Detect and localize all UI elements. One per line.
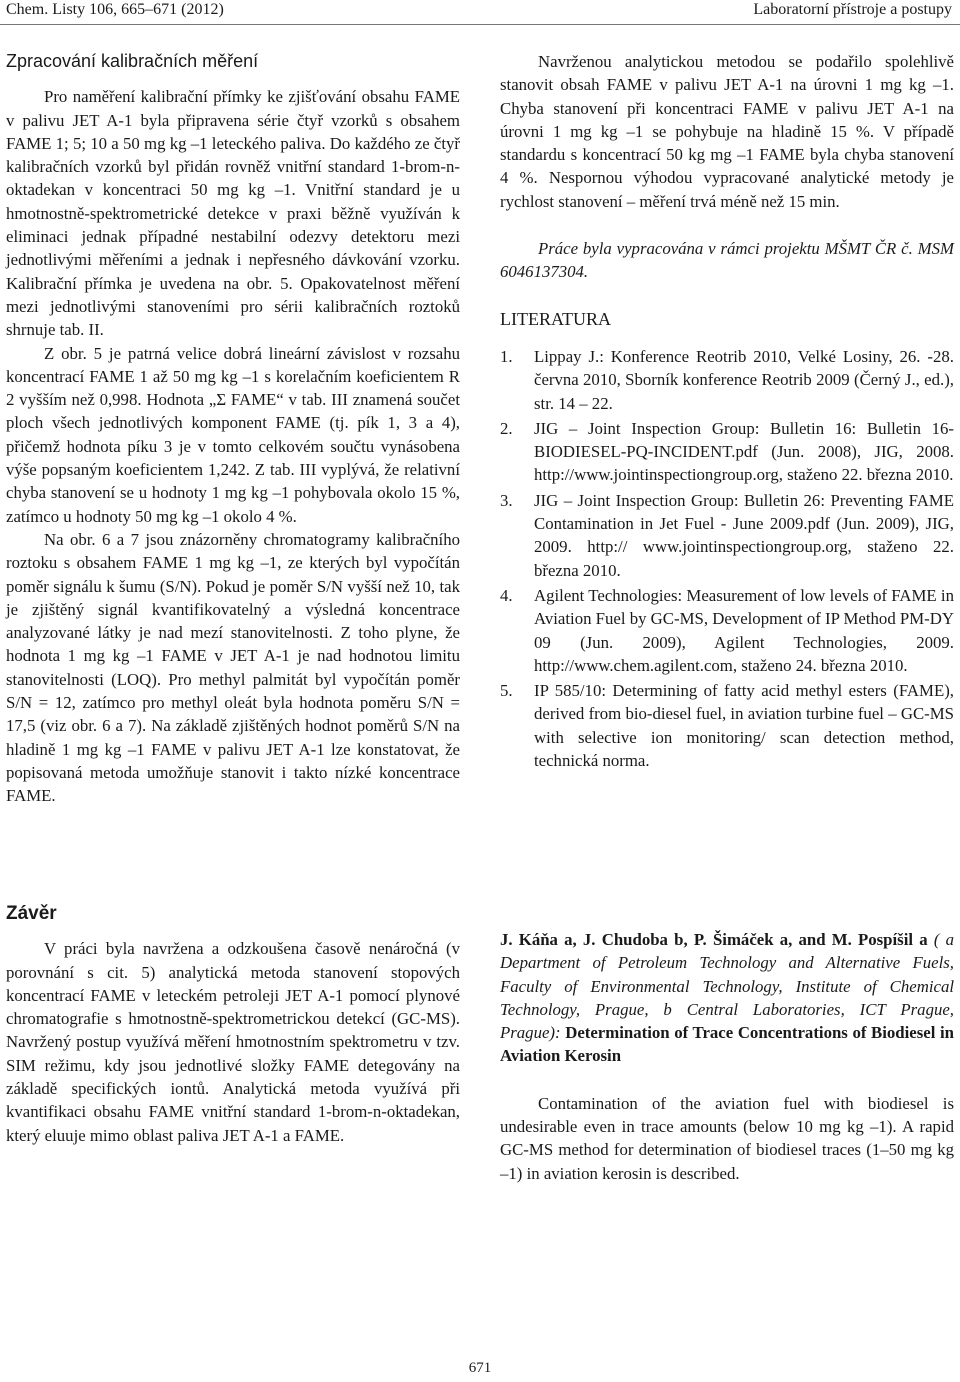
reference-item <box>500 584 954 677</box>
reference-number: 5. <box>500 681 513 701</box>
reference-text: JIG – Joint Inspection Group: Bulletin 16: Bulletin 16-BIODIESEL-PQ-INCIDENT.pdf (Jun. 2008), JIG, 2008. http://www.jointinspectiongroup.org, staženo 22. března 2010. <box>534 418 954 485</box>
section-heading-conclusion: Závěr <box>6 903 57 924</box>
reference-item <box>500 679 954 772</box>
reference-number: 4. <box>500 585 513 605</box>
left-column-upper <box>6 50 460 808</box>
reference-text: IP 585/10: Determining of fatty acid methyl esters (FAME), derived from bio-diesel fuel, in aviation turbine fuel – GC-MS with selective ion monitoring/ scan detection method, technická norma. <box>534 681 954 771</box>
acknowledgement <box>500 237 954 284</box>
section-title: Laboratorní přístroje a postupy <box>753 1 952 18</box>
english-title: Determination of Trace Concentrations of Biodiesel in Aviation Kerosin <box>500 1023 954 1066</box>
paragraph: Navrženou analytickou metodou se podařilo spolehlivě stanovit obsah FAME v palivu JET A-1 na úrovni 1 mg kg –1. Chyba stanovení při koncentraci FAME v palivu JET A-1 na úrovni 1 mg kg –1 se pohybuje na hladině 15 %. V případě standardu s koncentrací 50 kg mg –1 FAME byla chyba stanovení 4 %. Nespornou výhodou vypracované analytické metody je rychlost stanovení – měření trvá méně než 15 min. <box>500 52 954 211</box>
affiliations: ( a Department of Petroleum Technology and Alternative Fuels, Faculty of Environmental Technology, Institute of Chemical Technology, Prague, b Central Laboratories, ICT Prague, Prague): <box>500 930 954 1043</box>
reference-item <box>500 417 954 487</box>
paragraph: Na obr. 6 a 7 jsou znázorněny chromatogramy kalibračního roztoku s obsahem FAME 1 mg kg –1, ze kterých byl vypočítán poměr signálu k šumu (S/N). Pokud je poměr S/N vyšší než 10, tak je zjištěný signál kvantifikovatelný a výsledná koncentrace analyzované látky je nad mezí stanovitelnosti. Z toho plyne, že hodnota 1 mg kg –1 FAME v JET A-1 je nad hodnotou limitu stanovitelnosti (LOQ). Pro methyl palmitát byl vypočítán poměr S/N = 12, zatímco pro methyl oleát byla hodnota poměru S/N = 17,5 (viz obr. 6 a 7). Na základě zjištěných hodnot poměrů S/N na hladině 1 mg kg –1 FAME v palivu JET A-1 lze konstatovat, že popisovaná metoda umožňuje stanovit i takto nízké koncentrace FAME. <box>6 529 460 806</box>
references-heading: LITERATURA <box>500 308 611 329</box>
running-header <box>0 0 960 24</box>
header-rule <box>0 24 960 25</box>
paragraph: Pro naměření kalibrační přímky ke zjišťování obsahu FAME v palivu JET A-1 byla připravena série čtyř vzorků s obsahem FAME 1; 5; 10 a 50 mg kg –1 leteckého paliva. Do každého ze čtyř kalibračních vzorků byl přidán rovněž vnitřní standard 1-brom-n-oktadekan v koncentraci 50 mg kg –1. Vnitřní standard je u hmotnostně-spektrometrické detekce v praxi běžně využíván k eliminaci jednak případné nestabilní odezvy detektoru mezi jednotlivými měřeními a jednak i nepřesného dávkování vzorku. Kalibrační přímka je uvedena na obr. 5. Opakovatelnost měření mezi jednotlivými stanoveními pro sérii kalibračních roztoků shrnuje tab. II. <box>6 87 460 340</box>
reference-item <box>500 345 954 415</box>
paragraph: Z obr. 5 je patrná velice dobrá lineární závislost v rozsahu koncentrací FAME 1 až 50 mg kg –1 s korelačním koeficientem R 2 vyšším než 0,998. Hodnota „Σ FAME“ v tab. III znamená součet ploch všech jednotlivých komponent FAME (tj. pík 1, 3 a 4), přičemž hodnota píku 3 je v tomto celkovém součtu vynásobena výše popsaným koeficientem 1,242. Z tab. III vyplývá, že relativní chyba stanovení se u hodnoty 1 mg kg –1 pohybovala okolo 15 %, zatímco u hodnoty 50 mg kg –1 okolo 4 %. <box>6 343 460 526</box>
abstract: Contamination of the aviation fuel with biodiesel is undesirable even in trace amounts (below 10 mg kg –1). A rapid GC-MS method for determination of biodiesel traces (1–50 mg kg –1) in aviation kerosin is described. <box>500 1093 954 1183</box>
right-column-abstract <box>500 928 954 1185</box>
reference-text: JIG – Joint Inspection Group: Bulletin 26: Preventing FAME Contamination in Jet Fuel - June 2009.pdf (Jun. 2009), JIG, 2009. http:// www.jointinspectiongroup.org, staženo 22. března 2010. <box>534 490 954 580</box>
left-column-conclusion <box>6 902 460 1147</box>
acknowledgement-text: Práce byla vypracována v rámci projektu MŠMT ČR č. MSM 6046137304. <box>500 239 954 282</box>
reference-list <box>500 345 954 772</box>
right-column-upper <box>500 50 954 774</box>
reference-number: 3. <box>500 490 513 510</box>
paragraph: V práci byla navržena a odzkoušena časově nenáročná (v porovnání s cit. 5) analytická metoda stanovení stopových koncentrací FAME v leteckém petroleji JET A-1 pomocí plynové chromatografie s hmotnostně-spektrometrickou detekcí (GC-MS). Navržený postup využívá měření hmotnostním spektrometru v tzv. SIM režimu, kdy jsou jednotlivé složky FAME detegovány na základě specifických iontů. Analytická metoda využívá při kvantifikaci obsahu FAME vnitřní standard 1-brom-n-oktadekan, který eluuje mimo oblast paliva JET A-1 a FAME. <box>6 939 460 1145</box>
page-number: 671 <box>468 1360 492 1376</box>
journal-citation: Chem. Listy 106, 665–671 (2012) <box>6 1 224 18</box>
reference-text: Agilent Technologies: Measurement of low levels of FAME in Aviation Fuel by GC-MS, Development of IP Method PM-DY 09 (Jun. 2009), Agilent Technologies, 2009. http://www.chem.agilent.com, staženo 24. března 2010. <box>534 585 954 675</box>
reference-item <box>500 489 954 582</box>
authors: J. Káňa a, J. Chudoba b, P. Šimáček a, and M. Pospíšil a <box>500 930 928 949</box>
reference-number: 1. <box>500 346 513 366</box>
reference-text: Lippay J.: Konference Reotrib 2010, Velké Losiny, 26. -28. června 2010, Sborník konference Reotrib 2009 (Černý J., ed.), str. 14 – 22. <box>534 346 954 413</box>
english-summary <box>500 928 954 1068</box>
section-heading-calibration: Zpracování kalibračních měření <box>6 51 259 71</box>
reference-number: 2. <box>500 418 513 438</box>
